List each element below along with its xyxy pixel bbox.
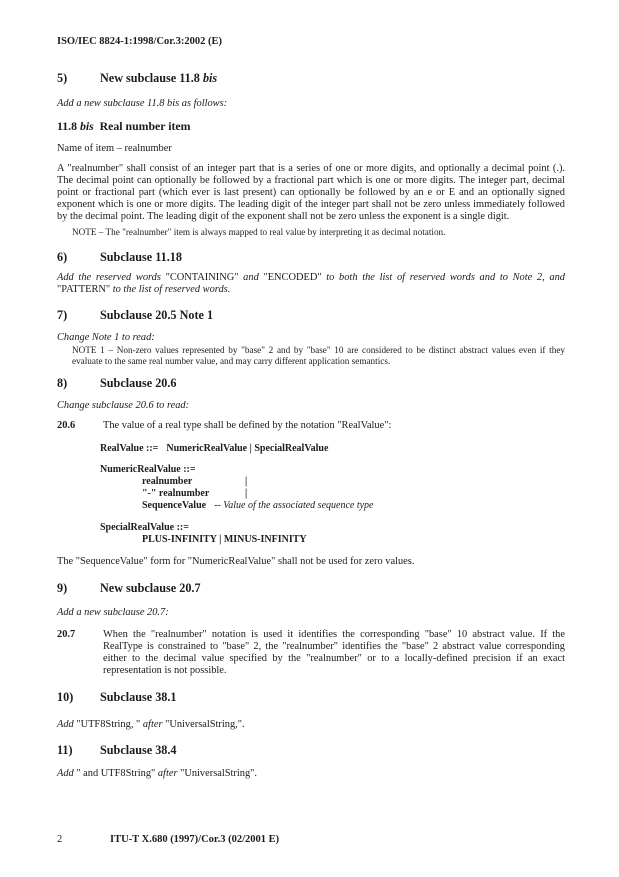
numericrealvalue-alt-realnumber: realnumber | bbox=[142, 476, 248, 487]
clause-20-7-number: 20.7 bbox=[57, 629, 76, 640]
clause-20-6-text: The value of a real type shall be defined by the notation "RealValue": bbox=[103, 420, 392, 431]
clause-5-title: New subclause 11.8 bis bbox=[100, 71, 218, 85]
alternative-separator: | bbox=[245, 488, 248, 499]
clause-5-number: 5) bbox=[57, 71, 68, 85]
realvalue-rhs: NumericRealValue | SpecialRealValue bbox=[166, 443, 329, 454]
clause-6-instruction: Add the reserved words "CONTAINING" and "ENCODED" to both the list of reserved words and to Note 2, and "PATTERN" to the list of reserved words. bbox=[57, 272, 565, 295]
clause-8-number: 8) bbox=[57, 376, 68, 390]
clause-20-6-paragraph bbox=[57, 420, 565, 432]
clause-11-title: Subclause 38.4 bbox=[100, 743, 177, 757]
clause-8-heading bbox=[57, 376, 565, 390]
clause-9-instruction: Add a new subclause 20.7: bbox=[57, 607, 169, 618]
footer-page-number: 2 bbox=[57, 834, 63, 845]
clause-10-heading bbox=[57, 690, 565, 704]
subclause-11-8-bis-heading: 11.8 bis Real number item bbox=[57, 119, 191, 133]
clause-9-title: New subclause 20.7 bbox=[100, 581, 201, 595]
clause-7-heading bbox=[57, 308, 565, 322]
clause-7-title: Subclause 20.5 Note 1 bbox=[100, 308, 214, 322]
alternative-separator: | bbox=[245, 476, 248, 487]
realnumber-note: NOTE – The "realnumber" item is always mapped to real value by interpreting it as decimal notation. bbox=[72, 227, 446, 237]
clause-7-instruction: Change Note 1 to read: bbox=[57, 332, 155, 343]
clause-20-7-paragraph bbox=[57, 629, 565, 677]
specialrealvalue-alternatives: PLUS-INFINITY | MINUS-INFINITY bbox=[142, 534, 307, 545]
clause-20-6-number: 20.6 bbox=[57, 420, 76, 431]
numericrealvalue-alt-sequencevalue: SequenceValue -- Value of the associated sequence type bbox=[142, 500, 374, 511]
asn1-specialrealvalue-production bbox=[100, 522, 565, 546]
realvalue-lhs: RealValue ::= bbox=[100, 443, 159, 454]
clause-11-heading bbox=[57, 743, 565, 757]
header-doc-id: ISO/IEC 8824-1:1998/Cor.3:2002 (E) bbox=[57, 36, 222, 47]
sequencevalue-comment: -- Value of the associated sequence type bbox=[214, 500, 374, 511]
clause-8-title: Subclause 20.6 bbox=[100, 376, 177, 390]
name-of-item-line: Name of item – realnumber bbox=[57, 143, 172, 154]
realnumber-definition-paragraph: A "realnumber" shall consist of an integer part that is a series of one or more digits, and optionally a decimal point (.). The decimal point can optionally be followed by a fractional part which is one or more digits. The integer part, decimal point or fractional part (which ever is last present) can optionally be followed by an e or E and an optionally signed exponent which is one or more digits. The leading digit of the integer part shall not be zero unless immediately followed by the decimal point. The leading digit of the exponent shall not be zero unless the exponent is a single digit. bbox=[57, 163, 565, 222]
numericrealvalue-lhs: NumericRealValue ::= bbox=[100, 464, 196, 475]
clause-5-heading bbox=[57, 71, 565, 85]
clause-10-number: 10) bbox=[57, 690, 74, 704]
clause-5-instruction: Add a new subclause 11.8 bis as follows: bbox=[57, 98, 228, 109]
asn1-numericrealvalue-production bbox=[100, 464, 565, 512]
clause-11-instruction: Add " and UTF8String" after "UniversalString". bbox=[57, 768, 257, 779]
clause-8-instruction: Change subclause 20.6 to read: bbox=[57, 400, 190, 411]
asn1-realvalue-production bbox=[100, 443, 565, 455]
clause-10-instruction: Add "UTF8String, " after "UniversalString,". bbox=[57, 719, 245, 730]
clause-6-number: 6) bbox=[57, 250, 68, 264]
clause-7-number: 7) bbox=[57, 308, 68, 322]
clause-20-7-text: When the "realnumber" notation is used it identifies the corresponding "base" 10 abstract value. If the RealType is constrained to "base" 2, the "realnumber" identifies the "base" 2 abstract value corresponding either to the decimal value specified by the "realnumber" or to a locally-defined precision if an exact representation is not possible. bbox=[103, 629, 565, 676]
specialrealvalue-lhs: SpecialRealValue ::= bbox=[100, 522, 189, 533]
note-1-text: NOTE 1 – Non-zero values represented by "base" 2 and by "base" 10 are considered to be distinct abstract values even if they evaluate to the same real number value, and may carry different application semantics. bbox=[72, 345, 565, 366]
clause-10-title: Subclause 38.1 bbox=[100, 690, 177, 704]
clause-6-title: Subclause 11.18 bbox=[100, 250, 182, 264]
clause-11-number: 11) bbox=[57, 743, 73, 757]
numericrealvalue-alt-negative-realnumber: "-" realnumber | bbox=[142, 488, 248, 499]
sequencevalue-zero-rule: The "SequenceValue" form for "NumericRealValue" shall not be used for zero values. bbox=[57, 556, 415, 567]
clause-9-heading bbox=[57, 581, 565, 595]
clause-6-heading bbox=[57, 250, 565, 264]
clause-9-number: 9) bbox=[57, 581, 68, 595]
footer-doc-ref: ITU-T X.680 (1997)/Cor.3 (02/2001 E) bbox=[110, 834, 280, 845]
